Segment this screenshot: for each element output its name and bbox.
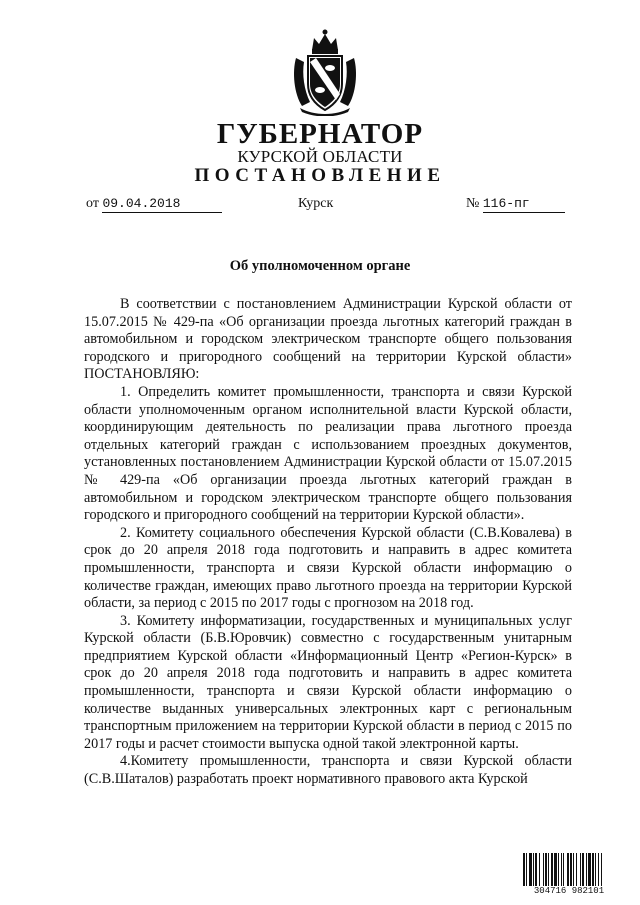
document-city: Курск — [298, 196, 334, 211]
date-value: 09.04.2018 — [102, 196, 222, 213]
number-prefix: № — [466, 196, 480, 211]
document-body — [84, 296, 572, 789]
paragraph-item-3: 3. Комитету информатизации, государственных и муниципальных услуг Курской области (Б.В.Юровчик) совместно с государственным унитарным предприятием Курской области «Информационный Центр «Регион-Курск» в срок до 20 апреля 2018 года подготовить и направить в адрес комитета промышленности, транспорта и связи Курской области информацию о количестве выданных универсальных электронных карт с региональным транспортным приложением на территории Курской области в период с 2015 по 2017 годы и расчет стоимости выпуска одной такой электронной карты. — [84, 612, 572, 752]
paragraph-preamble: В соответствии с постановлением Администрации Курской области от 15.07.2015 № 429-па «Об организации проезда льготных категорий граждан в автомобильном и городском электрическом транспорте общего пользования городского и пригородного сообщений на территории Курской области» ПОСТАНОВЛЯЮ: — [84, 296, 572, 383]
document-date — [86, 196, 236, 216]
document-number — [466, 196, 576, 216]
paragraph-item-1: 1. Определить комитет промышленности, транспорта и связи Курской области уполномоченным органом исполнительной власти Курской области, координирующим деятельность по реализации права льготного проезда отдельных категорий граждан с использованием проездных документов, установленных постановлением Администрации Курской области от 15.07.2015 № 429-па «Об организации проезда льготных категорий граждан в автомобильном и городском электрическом транспорте общего пользования городского и пригородного сообщений на территории Курской области». — [84, 383, 572, 524]
document-subject: Об уполномоченном органе — [229, 258, 411, 274]
page-title: ГУБЕРНАТОР — [216, 118, 424, 150]
number-value: 116-пг — [483, 196, 565, 213]
kursk-coat-of-arms-icon — [290, 28, 360, 116]
paragraph-item-2: 2. Комитету социального обеспечения Курской области (С.В.Ковалева) в срок до 20 апреля 2018 года подготовить и направить в адрес комитета промышленности, транспорта и связи Курской области информацию о количестве граждан, имеющих право льготного проезда на территории Курской области, за период с 2015 по 2017 годы с прогнозом на 2018 год. — [84, 524, 572, 612]
barcode-icon — [521, 853, 617, 897]
date-prefix: от — [86, 196, 99, 211]
document-type: ПОСТАНОВЛЕНИЕ — [194, 165, 446, 186]
barcode-number: 304716 982101 — [521, 886, 617, 897]
region-name: КУРСКОЙ ОБЛАСТИ — [237, 147, 403, 166]
paragraph-item-4: 4.Комитету промышленности, транспорта и связи Курской области (С.В.Шаталов) разработать проект нормативного правового акта Курской — [84, 753, 572, 788]
